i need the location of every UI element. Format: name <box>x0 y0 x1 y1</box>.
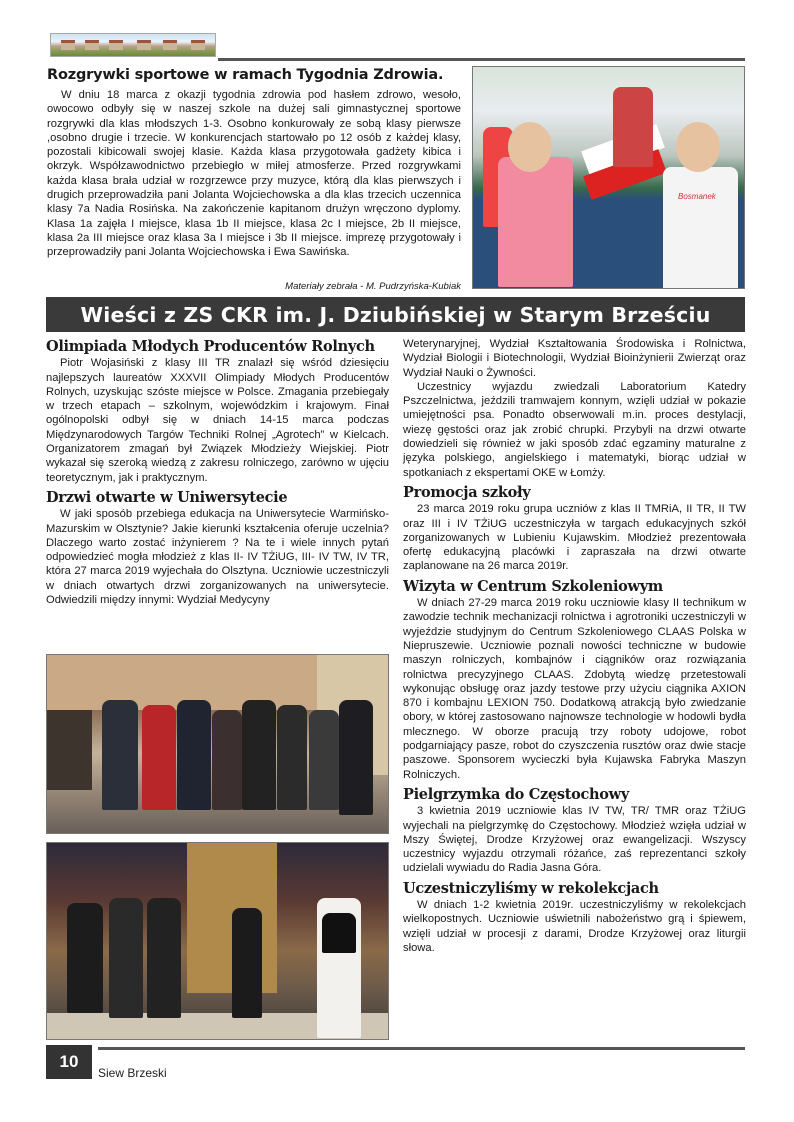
article-title-drzwi: Drzwi otwarte w Uniwersytecie <box>46 488 288 506</box>
article-body-drzwi: W jaki sposób przebiega edukacja na Uniwersytecie Warmińsko-Mazurskim w Olsztynie? Jakie kierunki kształcenia oferuje uczelnia? Dlaczego warto zostać inżynierem ? Na te i wiele innych pytań odpowiedzieć mogła młodzież z klas II- IV TŻiUG, III- IV TW, IV TR, która 27 marca 2019 wyjechała do Olsztyna. Uczniowie uczestniczyli w dniach otwartych drzwi zorganizowanych na uniwersytecie. Odwiedzili między innymi: Wydział Medycyny <box>46 508 389 607</box>
article-body-promocja: 23 marca 2019 roku grupa uczniów z klas II TMRiA, II TR, II TW oraz III i IV TŻiUG uczestniczyła w targach edukacyjnych szkół zorganizowanych w Lubieniu Kujawskim. Młodzież prezentowała ofertę edukacyjną placówki i zapraszała na drzwi otwarte zaplanowane na 26 marca 2019r. <box>403 503 746 573</box>
article-body-pielgrzymka: 3 kwietnia 2019 uczniowie klas IV TW, TR/ TMR oraz TŻiUG wyjechali na pielgrzymkę do Częstochowy. Młodzież wzięła udział w Mszy Świętej, Drodze Krzyżowej oraz ewangelizacji. Wszyscy uczestnicy wyjazdu otrzymali różańce, zaś reprezentanci szkoły udzielali wywiadu do Radia Jasna Góra. <box>403 805 746 875</box>
header-rule <box>218 58 745 61</box>
article-title-sport: Rozgrywki sportowe w ramach Tygodnia Zdrowia. <box>47 67 444 83</box>
article-title-pielgrzymka: Pielgrzymka do Częstochowy <box>403 785 629 803</box>
article-body-wizyta: W dniach 27-29 marca 2019 roku uczniowie klasy II technikum w zawodzie technik mechanizacji rolnictwa i agrotroniki uczestniczyli w wyjeździe studyjnym do Centrum Szkoleniowego CLAAS Polska w Niepruszewie. Uczniowie poznali nowości techniczne w budowie maszyn rolniczych, kombajnów i ciągników oraz rozwiązania rolnictwa precyzyjnego CLAAS. Zdobytą wiedzę przetestowali wykonując obsługę oraz jazdy testowe przy użyciu ciągnika AXION 870 i kombajnu LEXION 750. Dodatkową atrakcją było zwiedzanie obory, w której zastosowano najnowsze technologie w hodowli bydła mlecznego. W oborze pracują trzy roboty udojowe, robot podgarniający pasze, robot do czyszczenia rusztów oraz dwie stacje paszowe. Sponsorem wycieczki była Kujawska Fabryka Maszyn Rolniczych. <box>403 597 746 781</box>
article-title-promocja: Promocja szkoły <box>403 483 531 501</box>
article-body-drzwi-cont2: Uczestnicy wyjazdu zwiedzali Laboratorium Katedry Pszczelnictwa, jeździli tramwajem konnym, wzięli udział w pokazie umiejętności psa. Ponadto obserwowali m.in. proces destylacji, wiezę gęstości oraz jak zrobić chrupki. Przybyli na drzwi otwarte dowiedzieli się również w jaki sposób zdać egzaminy maturalne z języka polskiego, angielskiego i matematyki, biorąc udział w spotkaniach z ekspertami OKE w Łomży. <box>403 380 746 479</box>
right-column <box>403 337 746 955</box>
article-title-rekolekcje: Uczestniczyliśmy w rekolekcjach <box>403 879 659 897</box>
section-banner: Wieści z ZS CKR im. J. Dziubińskiej w Starym Brześciu <box>46 297 745 332</box>
article-body-drzwi-cont: Weterynaryjnej, Wydział Kształtowania Środowiska i Rolnictwa, Wydział Biologii i Biotechnologii, Wydział Bioinżynierii Zwierząt oraz Wydział Nauki o Żywności. <box>403 338 746 379</box>
footer-rule <box>98 1047 745 1050</box>
article-title-wizyta: Wizyta w Centrum Szkoleniowym <box>403 577 663 595</box>
shirt-print-text: Bosmanek <box>678 192 716 201</box>
photo-kids-gym <box>472 66 745 289</box>
article-body-olimpiada: Piotr Wojasiński z klasy III TR znalazł się wśród dziesięciu najlepszych laureatów XXXVII Olimpiady Młodych Producentów Rolnych, uzyskując szóste miejsce w Polsce. Zmagania przebiegały w trzech etapach – szkolnym, wojewódzkim i krajowym. Finał ogólnopolski odbył się w dniach 14-15 marca podczas Międzynarodowych Targów Techniki Rolnej „Agrotech” w Kielcach. Organizatorem zmagań był Związek Młodzieży Wiejskiej. Piotr wykazał się szeroką wiedzą z zakresu rolniczego, zarówno w ujęciu teoretycznym, jak i praktycznym. <box>46 357 389 484</box>
magazine-name: Siew Brzeski <box>98 1066 167 1080</box>
left-column <box>46 340 389 607</box>
article-body-rekolekcje: W dniach 1-2 kwietnia 2019r. uczestniczyliśmy w rekolekcjach wielkopostnych. Uczniowie uświetnili nabożeństwo grą i śpiewem, wzięli udział w procesji z darami, Drodze Krzyżowej oraz liturgii słowa. <box>403 898 746 954</box>
photo-church-performance <box>46 842 389 1040</box>
page-number: 10 <box>46 1045 92 1079</box>
article-body-sport: W dniu 18 marca z okazji tygodnia zdrowia pod hasłem zdrowo, wesoło, owocowo odbyły się w naszej szkole na dużej sali gimnastycznej sportowe rozgrywki dla klas młodszych 1-3. Osobno konkurowały ze sobą klasy pierwsze ,osobno drugie i trzecie. W konkurencjach startowało po 12 osób z każdej klasy, pozostali kibicowali swojej klasie. Każda klasa przygotowała gadżety kibica i okrzyk. Współzawodnictwo przebiegło w miłej atmosferze. Przed rozgrywkami każda klasa brała udział w rozgrzewce przy muzyce, którą dla klas pierwszych i drugich przeprowadziła pani Jolanta Wojciechowska a dla klas trzecich uczennica klasy 7a Nadia Rosińska. Na zakończenie kapitanom drużyn wręczono dyplomy. Klasa 1a zajęła I miejsce, klasa 1b II miejsce, klasa 2c I miejsce, 2b II miejsce, klasa 2a III miejsce oraz klasa 3a I miejsce i 3b II miejsce. imprezę przygotowały i przeprowadziły pani Jolanta Wojciechowska i Ewa Sawińska. <box>47 89 461 259</box>
article-credit: Materiały zebrała - M. Pudrzyńska-Kubiak <box>285 281 461 292</box>
photo-group-university <box>46 654 389 834</box>
header-panorama-image <box>50 33 216 57</box>
article-title-olimpiada: Olimpiada Młodych Producentów Rolnych <box>46 338 375 355</box>
